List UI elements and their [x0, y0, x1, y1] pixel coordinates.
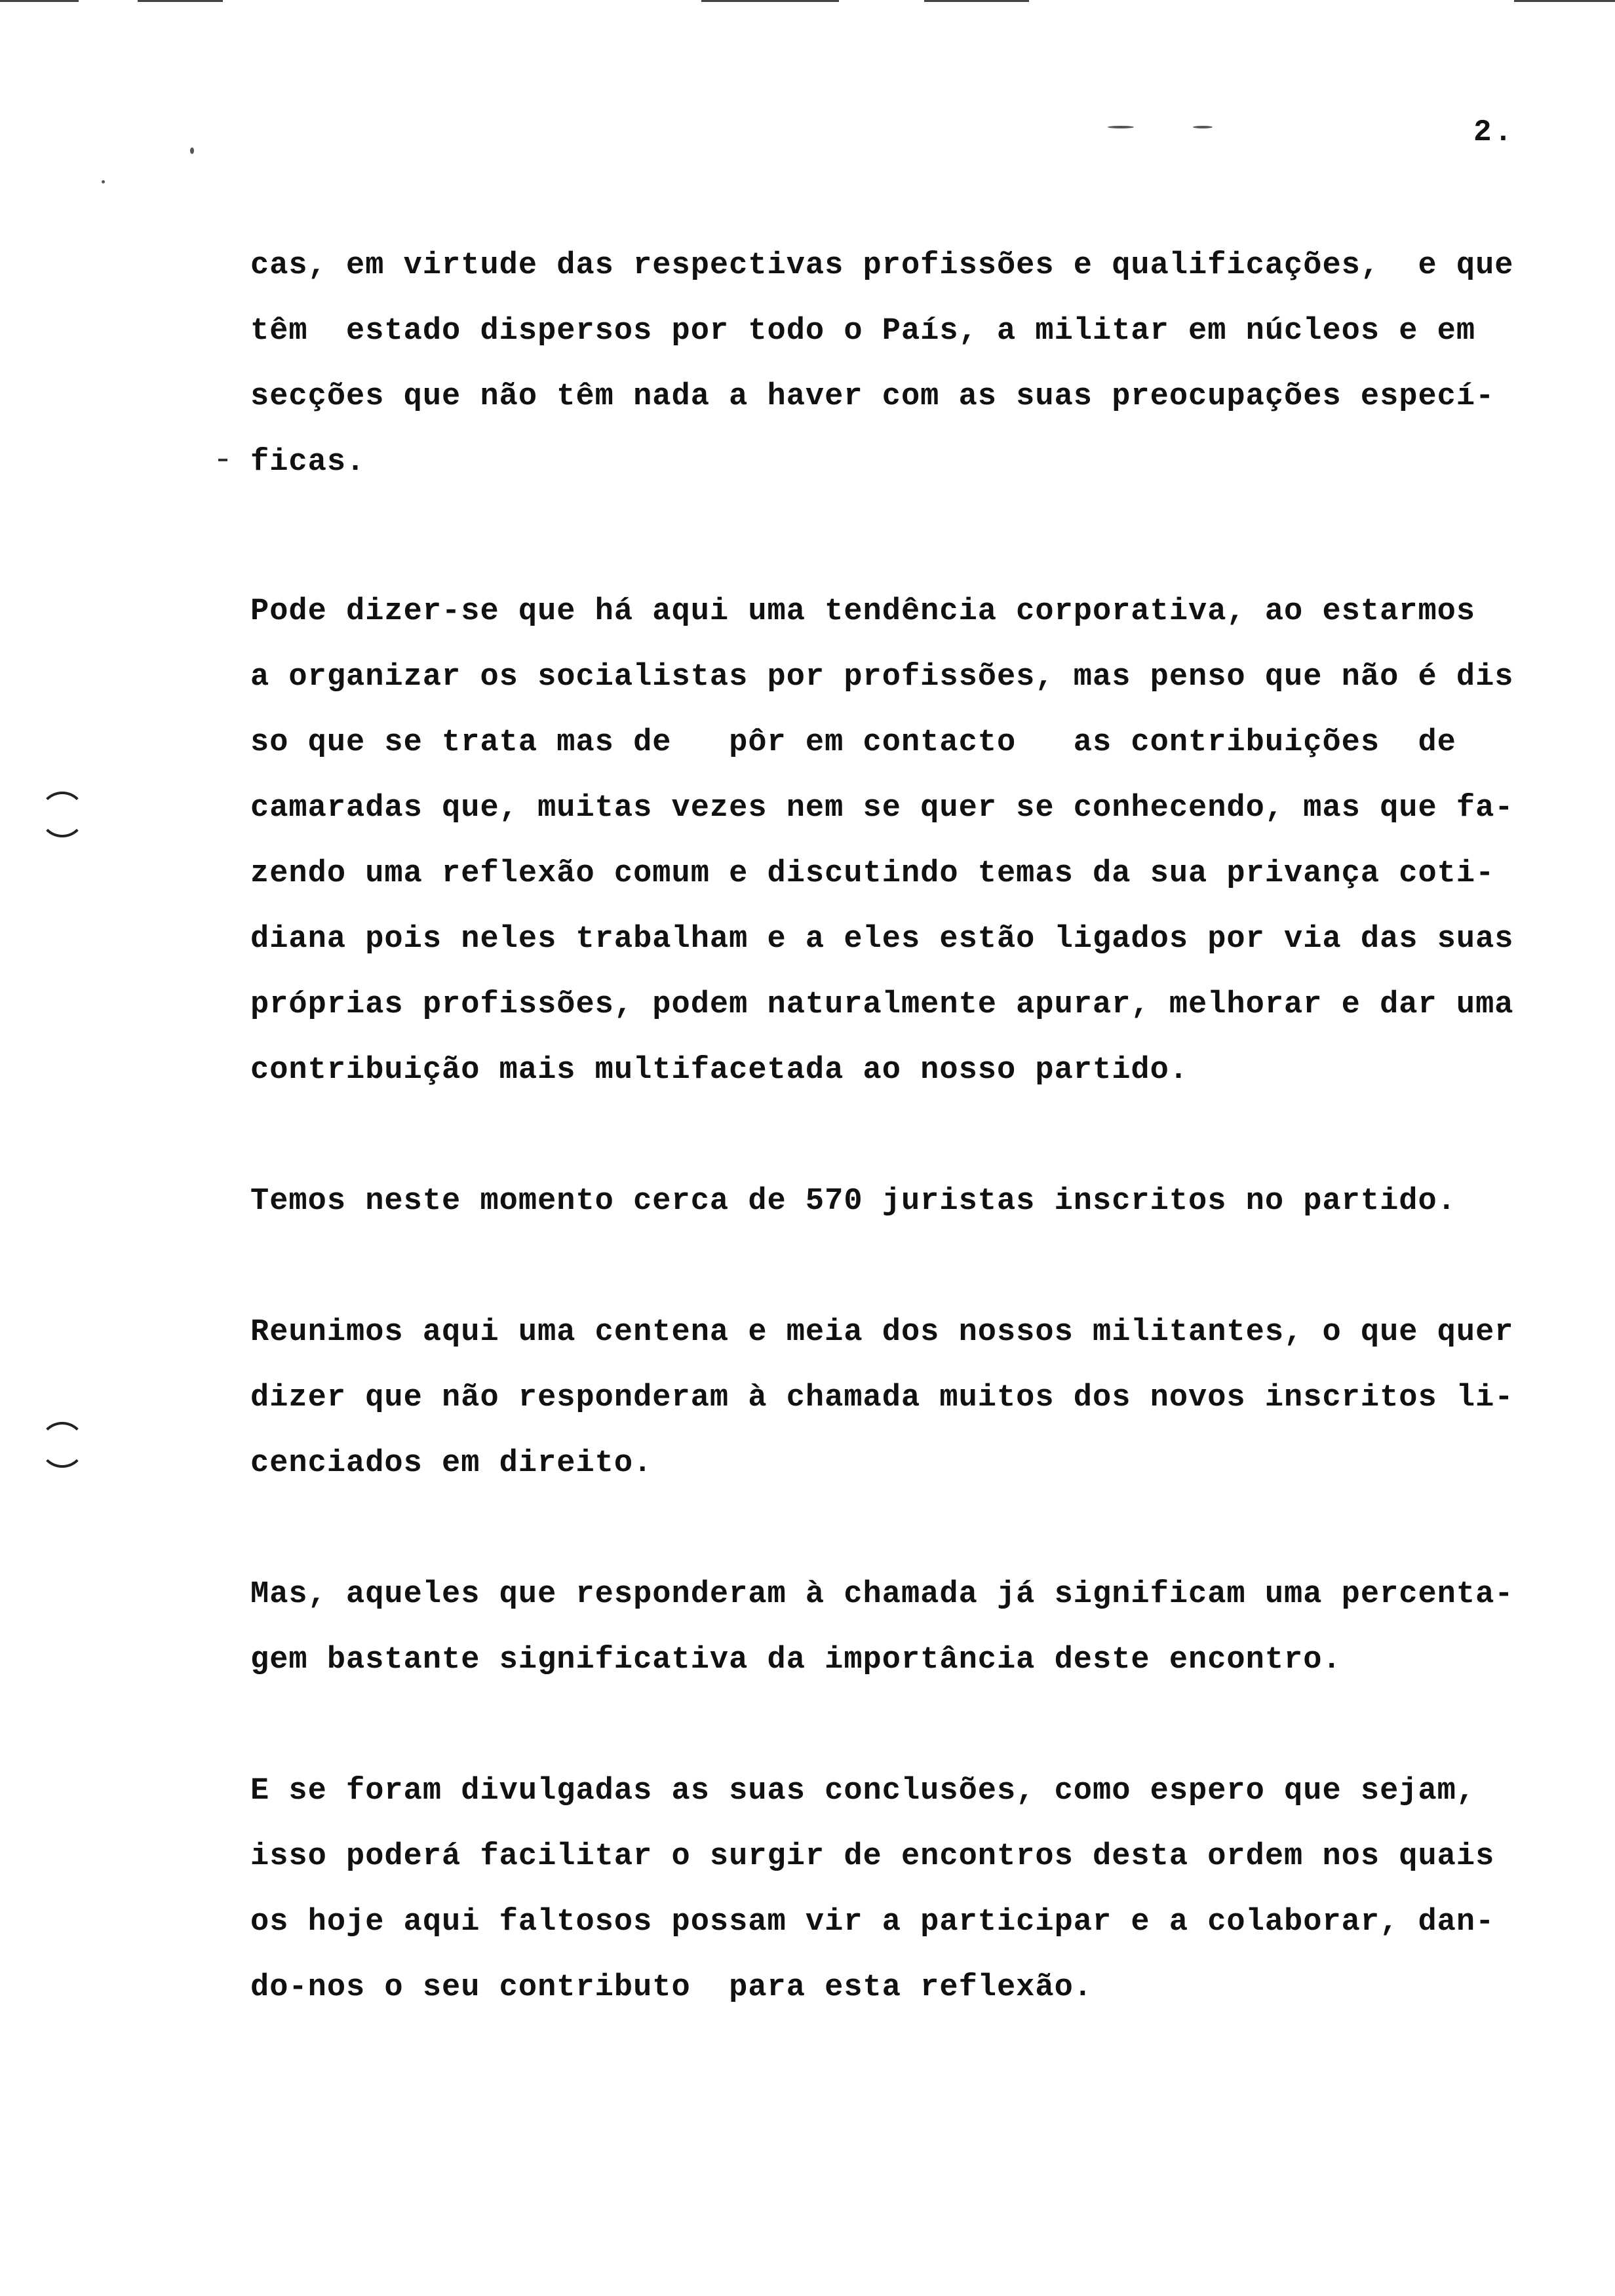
- text-line: E se foram divulgadas as suas conclusões, como espero que sejam,: [250, 1774, 1476, 1808]
- paragraph-5: [250, 1562, 1561, 1693]
- paragraph-3: [250, 1169, 1561, 1234]
- text-line: Mas, aqueles que responderam à chamada já significam uma percenta-: [250, 1577, 1514, 1612]
- margin-dash-mark: [218, 459, 227, 461]
- text-line: Reunimos aqui uma centena e meia dos nossos militantes, o que quer: [250, 1315, 1514, 1350]
- page-number: 2.: [1473, 115, 1515, 149]
- scan-speck: [1108, 126, 1134, 128]
- text-line: os hoje aqui faltosos possam vir a participar e a colaborar, dan-: [250, 1905, 1495, 1940]
- text-line: secções que não têm nada a haver com as suas preocupações especí-: [250, 379, 1495, 414]
- scan-speck: [1193, 126, 1213, 128]
- text-line: zendo uma reflexão comum e discutindo temas da sua privança coti-: [250, 856, 1495, 891]
- scan-top-rule: [701, 0, 839, 2]
- text-line: cenciados em direito.: [250, 1446, 653, 1481]
- text-line: dizer que não responderam à chamada muitos dos novos inscritos li-: [250, 1381, 1514, 1415]
- text-line: cas, em virtude das respectivas profissões e qualificações, e que: [250, 248, 1514, 283]
- text-line: contribuição mais multifacetada ao nosso partido.: [250, 1053, 1189, 1088]
- text-line: gem bastante significativa da importância deste encontro.: [250, 1643, 1342, 1677]
- text-line: camaradas que, muitas vezes nem se quer se conhecendo, mas que fa-: [250, 791, 1514, 826]
- scan-top-rule: [0, 0, 79, 2]
- text-line: ficas.: [250, 445, 366, 480]
- text-line: próprias profissões, podem naturalmente apurar, melhorar e dar uma: [250, 987, 1514, 1022]
- text-line: Pode dizer-se que há aqui uma tendência corporativa, ao estarmos: [250, 594, 1476, 629]
- scan-speck: [190, 147, 194, 154]
- text-line: a organizar os socialistas por profissões, mas penso que não é dis: [250, 660, 1514, 695]
- text-line: isso poderá facilitar o surgir de encontros desta ordem nos quais: [250, 1839, 1495, 1874]
- scan-top-rule: [924, 0, 1029, 2]
- paragraph-4: [250, 1300, 1561, 1497]
- scan-top-rule: [138, 0, 223, 2]
- paragraph-2: [250, 579, 1561, 1103]
- text-line: so que se trata mas de pôr em contacto as contribuições de: [250, 725, 1456, 760]
- text-line: do-nos o seu contributo para esta reflexão.: [250, 1970, 1093, 2005]
- punch-hole-mark: [39, 1422, 85, 1468]
- text-line: Temos neste momento cerca de 570 juristas inscritos no partido.: [250, 1184, 1456, 1219]
- paragraph-6: [250, 1759, 1561, 2021]
- text-line: têm estado dispersos por todo o País, a militar em núcleos e em: [250, 314, 1476, 349]
- punch-hole-mark: [39, 792, 85, 837]
- scan-speck: [102, 180, 105, 183]
- scan-top-rule: [1514, 0, 1615, 2]
- paragraph-1: [250, 233, 1561, 495]
- text-line: diana pois neles trabalham e a eles estão ligados por via das suas: [250, 922, 1514, 957]
